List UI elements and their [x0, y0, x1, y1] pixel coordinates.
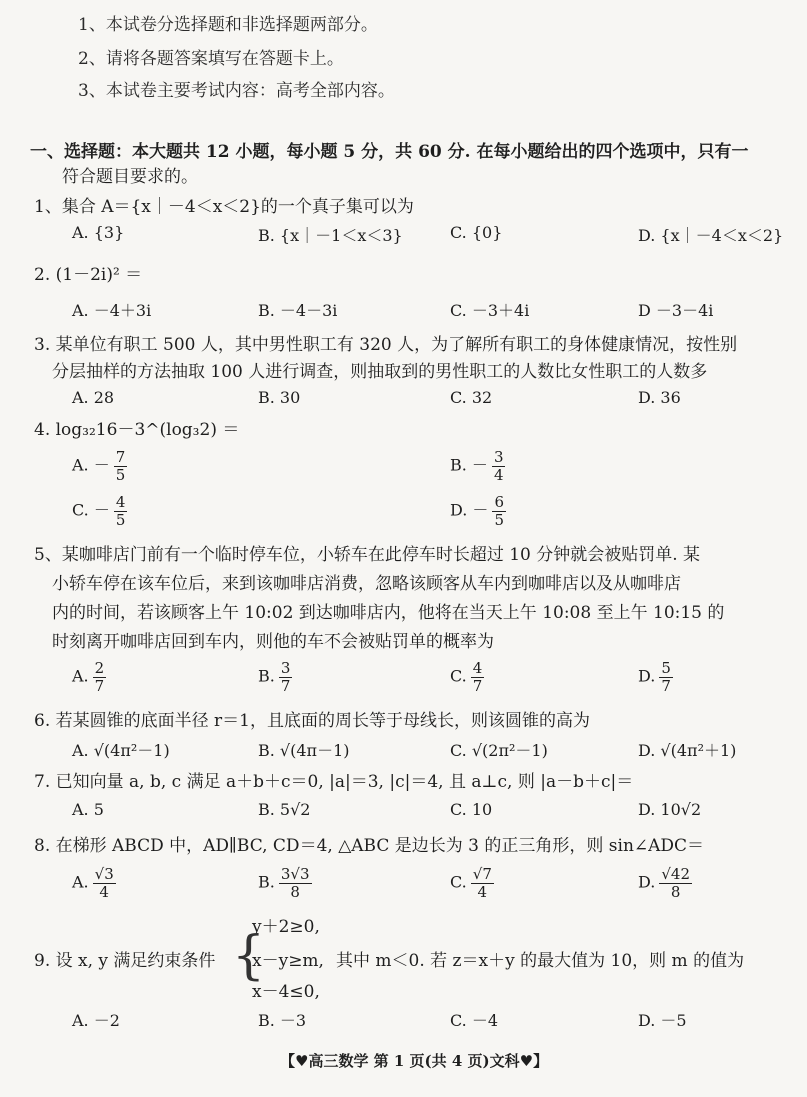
notice-3: 3、本试卷主要考试内容：高考全部内容。 — [78, 81, 395, 101]
q5-line-4: 时刻离开咖啡店回到车内，则他的车不会被贴罚单的概率为 — [52, 632, 494, 652]
q4-stem: 4. log₃₂16－3^(log₃2) ＝ — [34, 420, 240, 440]
q1-option-b: B. {x｜－1＜x＜3} — [258, 226, 403, 245]
q5-b-num: 3 — [280, 659, 291, 677]
q8-b-label: B. — [258, 872, 275, 892]
q4-option-b — [450, 449, 505, 483]
q8-a-label: A. — [72, 872, 89, 892]
q4-b-den: 4 — [493, 465, 504, 484]
q4-d-num: 6 — [494, 493, 504, 511]
q5-a-den: 7 — [94, 676, 105, 695]
section-heading: 一、选择题：本大题共 12 小题，每小题 5 分，共 60 分. 在每小题给出的四个选项中，只有一 — [30, 142, 749, 162]
q5-line-2: 小轿车停在该车位后，来到该咖啡店消费，忽略该顾客从车内到咖啡店以及从咖啡店 — [52, 574, 681, 594]
q5-d-den: 7 — [661, 676, 671, 695]
q1-option-a: A. {3} — [72, 223, 125, 242]
q9-stem-pre: 9. 设 x, y 满足约束条件 — [34, 951, 216, 971]
q8-a-num: √3 — [94, 865, 114, 883]
q4-c-den: 5 — [115, 510, 126, 529]
q6-option-b: B. √(4π－1) — [258, 741, 350, 760]
q5-d-label: D. — [638, 666, 656, 686]
q1-option-c: C. {0} — [450, 223, 503, 242]
q3-line-1: 3. 某单位有职工 500 人，其中男性职工有 320 人，为了解所有职工的身体健康情况，按性别 — [34, 335, 738, 355]
q8-c-num: √7 — [472, 865, 492, 883]
q1-option-d: D. {x｜－4＜x＜2} — [638, 226, 784, 245]
q5-d-num: 5 — [661, 659, 671, 677]
q4-d-den: 5 — [494, 510, 504, 529]
q9-option-b: B. －3 — [258, 1011, 307, 1030]
q8-option-b — [258, 866, 312, 900]
q5-option-d — [638, 660, 673, 694]
q7-stem: 7. 已知向量 a, b, c 满足 a＋b＋c＝0, |a|＝3, |c|＝4, 且 a⊥c, 则 |a－b＋c|＝ — [34, 772, 634, 792]
q8-option-d — [638, 866, 692, 900]
q5-option-c — [450, 660, 484, 694]
q4-b-label: B. － — [450, 455, 488, 475]
q5-c-label: C. — [450, 666, 467, 686]
q3-option-b: B. 30 — [258, 388, 301, 407]
q3-option-a: A. 28 — [72, 388, 115, 407]
q9-constraint-1: y＋2≥0, — [252, 917, 320, 937]
q8-option-c — [450, 866, 494, 900]
q4-d-label: D. － — [450, 500, 489, 520]
q6-option-d: D. √(4π²＋1) — [638, 741, 737, 760]
q4-b-num: 3 — [493, 448, 504, 466]
q7-option-a: A. 5 — [72, 800, 104, 819]
q4-a-den: 5 — [115, 465, 126, 484]
q8-d-num: √42 — [661, 865, 690, 883]
q6-stem: 6. 若某圆锥的底面半径 r＝1，且底面的周长等于母线长，则该圆锥的高为 — [34, 711, 590, 731]
q4-a-label: A. － — [72, 455, 110, 475]
q9-option-d: D. －5 — [638, 1011, 687, 1030]
q2-option-c: C. －3＋4i — [450, 301, 530, 320]
page-footer: 【♥高三数学 第 1 页(共 4 页)文科♥】 — [280, 1052, 549, 1070]
notice-2: 2、请将各题答案填写在答题卡上。 — [78, 49, 344, 69]
q8-d-den: 8 — [670, 882, 681, 901]
q3-option-d: D. 36 — [638, 388, 681, 407]
q8-b-num: 3√3 — [280, 865, 310, 883]
q5-line-3: 内的时间，若该顾客上午 10:02 到达咖啡店内，他将在当天上午 10:08 至上午 10:15 的 — [52, 603, 725, 623]
q4-option-d — [450, 494, 506, 528]
q9-brace: { — [232, 926, 266, 986]
q7-option-d: D. 10√2 — [638, 800, 702, 819]
q8-c-den: 4 — [477, 882, 488, 901]
q8-b-den: 8 — [290, 882, 300, 901]
q9-constraint-3: x－4≤0, — [252, 982, 320, 1002]
q5-c-den: 7 — [472, 676, 483, 695]
q9-stem-post: 其中 m＜0. 若 z＝x＋y 的最大值为 10，则 m 的值为 — [336, 951, 745, 971]
q5-a-label: A. — [72, 666, 89, 686]
q9-constraint-2: x－y≥m, — [252, 951, 324, 971]
q7-option-b: B. 5√2 — [258, 800, 311, 819]
section-heading-cont: 符合题目要求的。 — [62, 167, 198, 187]
q6-option-a: A. √(4π²－1) — [72, 741, 170, 760]
q4-a-num: 7 — [115, 448, 126, 466]
q2-option-a: A. －4＋3i — [72, 301, 152, 320]
q5-b-den: 7 — [280, 676, 291, 695]
q5-option-b — [258, 660, 292, 694]
q4-option-c — [72, 494, 127, 528]
q5-option-a — [72, 660, 106, 694]
q9-option-c: C. －4 — [450, 1011, 499, 1030]
q5-b-label: B. — [258, 666, 275, 686]
q8-c-label: C. — [450, 872, 467, 892]
q2-stem: 2. (1－2i)² ＝ — [34, 265, 143, 285]
q7-option-c: C. 10 — [450, 800, 493, 819]
q4-c-label: C. － — [72, 500, 110, 520]
q8-a-den: 4 — [99, 882, 109, 901]
q8-d-label: D. — [638, 872, 656, 892]
q3-line-2: 分层抽样的方法抽取 100 人进行调查，则抽取到的男性职工的人数比女性职工的人数多 — [52, 362, 708, 382]
q2-option-d: D －3－4i — [638, 301, 714, 320]
q8-stem: 8. 在梯形 ABCD 中，AD∥BC, CD＝4, △ABC 是边长为 3 的正三角形，则 sin∠ADC＝ — [34, 836, 705, 856]
q8-option-a — [72, 866, 116, 900]
q9-option-a: A. －2 — [72, 1011, 120, 1030]
q5-a-num: 2 — [94, 659, 105, 677]
q1-stem: 1、集合 A＝{x｜－4＜x＜2}的一个真子集可以为 — [34, 197, 414, 217]
q2-option-b: B. －4－3i — [258, 301, 338, 320]
q5-line-1: 5、某咖啡店门前有一个临时停车位，小轿车在此停车时长超过 10 分钟就会被贴罚单. 某 — [34, 545, 701, 565]
q5-c-num: 4 — [472, 659, 483, 677]
q6-option-c: C. √(2π²－1) — [450, 741, 548, 760]
q3-option-c: C. 32 — [450, 388, 493, 407]
q4-c-num: 4 — [115, 493, 126, 511]
notice-1: 1、本试卷分选择题和非选择题两部分。 — [78, 15, 378, 35]
q4-option-a — [72, 449, 127, 483]
